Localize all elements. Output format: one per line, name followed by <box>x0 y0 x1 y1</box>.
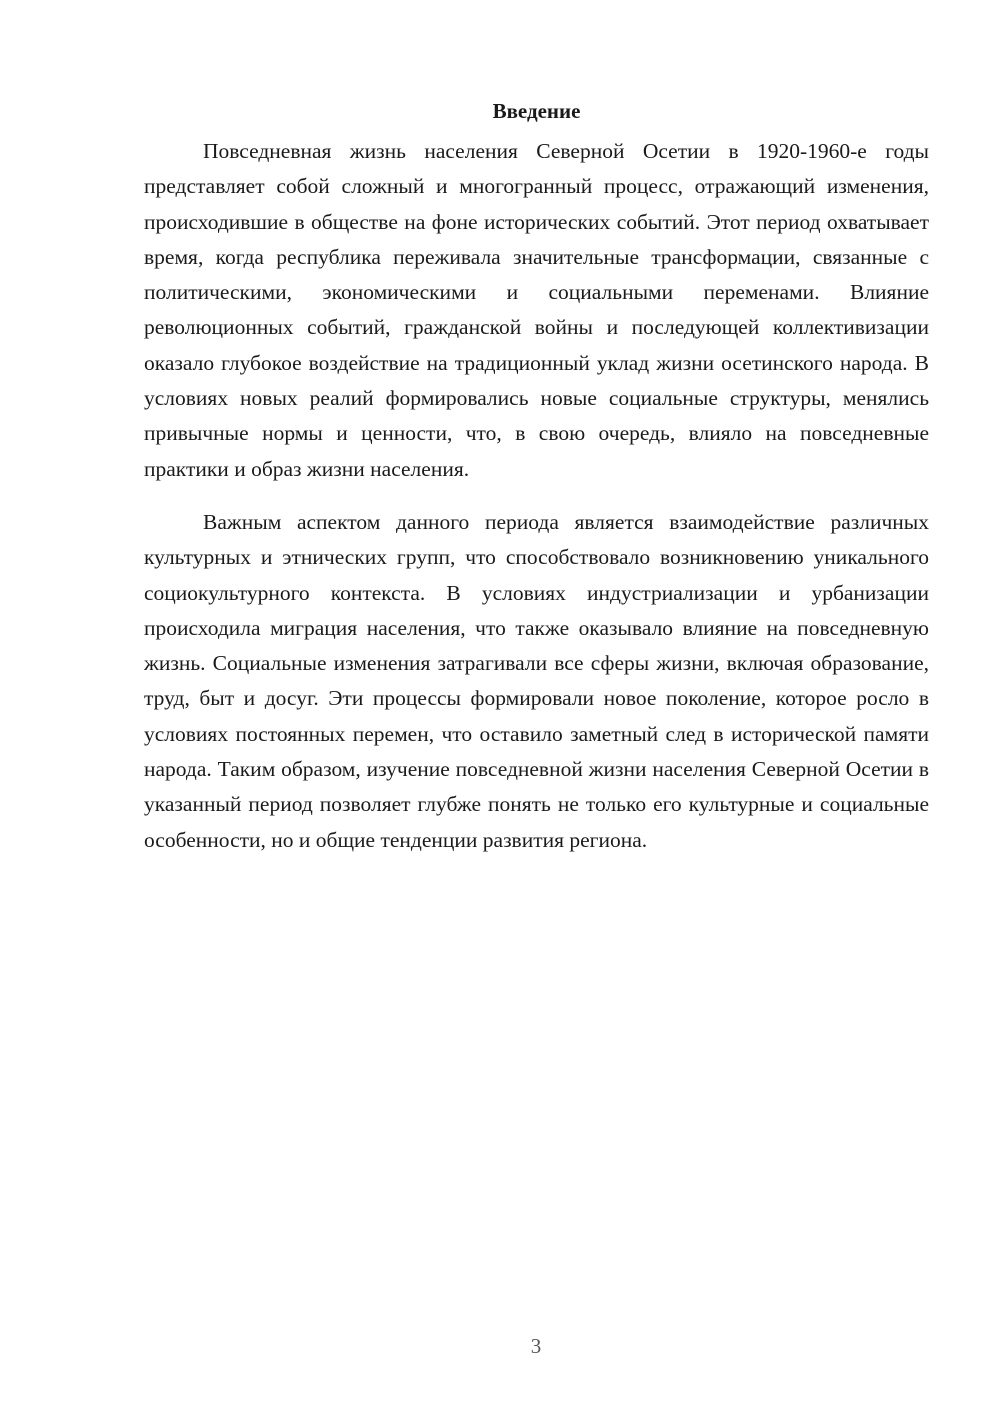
page-content <box>144 96 929 858</box>
paragraph-1: Повседневная жизнь населения Северной Осетии в 1920-1960-е годы представляет собой сложный и многогранный процесс, отражающий изменения, происходившие в обществе на фоне исторических событий. Этот период охватывает время, когда республика переживала значительные трансформации, связанные с политическими, экономическими и социальными переменами. Влияние революционных событий, гражданской войны и последующей коллективизации оказало глубокое воздействие на традиционный уклад жизни осетинского народа. В условиях новых реалий формировались новые социальные структуры, менялись привычные нормы и ценности, что, в свою очередь, влияло на повседневные практики и образ жизни населения. <box>144 139 929 481</box>
section-heading: Введение <box>492 99 581 123</box>
page-number: 3 <box>530 1334 542 1358</box>
paragraph-2: Важным аспектом данного периода является взаимодействие различных культурных и этнических групп, что способствовало возникновению уникального социокультурного контекста. В условиях индустриализации и урбанизации происходила миграция населения, что также оказывало влияние на повседневную жизнь. Социальные изменения затрагивали все сферы жизни, включая образование, труд, быт и досуг. Эти процессы формировали новое поколение, которое росло в условиях постоянных перемен, что оставило заметный след в исторической памяти народа. Таким образом, изучение повседневной жизни населения Северной Осетии в указанный период позволяет глубже понять не только его культурные и социальные особенности, но и общие тенденции развития региона. <box>144 509 929 852</box>
